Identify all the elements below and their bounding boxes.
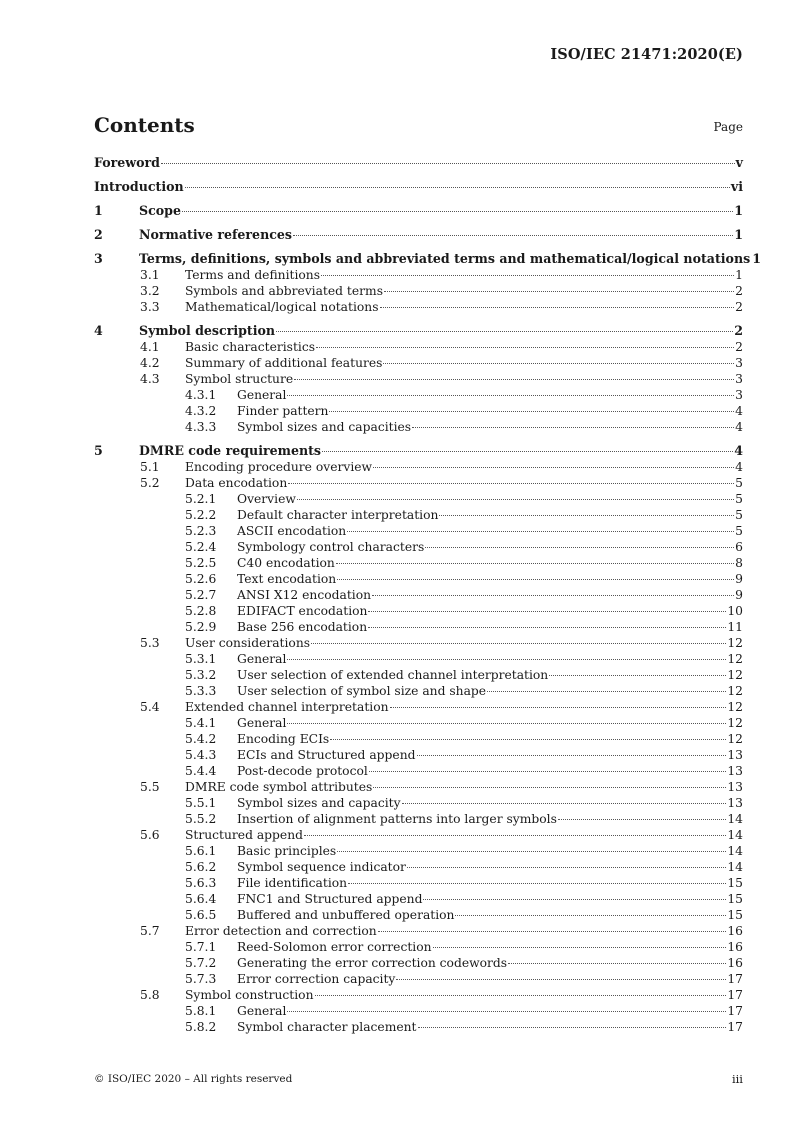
toc-entry[interactable] bbox=[94, 779, 743, 795]
toc-entry-title[interactable]: Structured append bbox=[185, 828, 303, 842]
toc-entry-number: 4.3.1 bbox=[185, 388, 217, 402]
toc-entry[interactable] bbox=[94, 523, 743, 539]
toc-entry-number: 1 bbox=[94, 203, 103, 218]
toc-entry[interactable] bbox=[94, 683, 743, 699]
toc-entry-page[interactable]: 17 bbox=[727, 972, 743, 986]
toc-entry-page[interactable]: 3 bbox=[735, 372, 743, 386]
toc-entry-title[interactable]: Generating the error correction codewords bbox=[237, 956, 508, 970]
toc-leader-dots bbox=[455, 915, 726, 916]
toc-entry[interactable] bbox=[94, 875, 743, 891]
toc-entry-title[interactable]: Insertion of alignment patterns into larger symbols bbox=[237, 812, 557, 826]
toc-entry[interactable] bbox=[94, 387, 743, 403]
toc-entry-page[interactable]: 1 bbox=[752, 251, 761, 266]
toc-entry-number: 5.2.1 bbox=[185, 492, 217, 506]
toc-entry[interactable] bbox=[94, 1003, 743, 1019]
toc-entry-page[interactable]: 1 bbox=[734, 203, 743, 218]
toc-entry[interactable] bbox=[94, 339, 743, 355]
toc-entry-title[interactable]: Basic characteristics bbox=[185, 340, 316, 354]
toc-leader-dots bbox=[182, 211, 733, 212]
toc-entry-page[interactable]: 17 bbox=[727, 988, 743, 1002]
toc-leader-dots bbox=[508, 963, 726, 964]
toc-entry-page[interactable]: 4 bbox=[735, 460, 743, 474]
toc-leader-dots bbox=[418, 1027, 727, 1028]
toc-entry-page[interactable]: 12 bbox=[727, 732, 743, 746]
toc-entry-title[interactable]: User selection of extended channel interpretation bbox=[237, 668, 549, 682]
page-column-label: Page bbox=[713, 120, 743, 134]
toc-entry-page[interactable]: 1 bbox=[735, 268, 743, 282]
toc-entry-page[interactable]: 12 bbox=[727, 668, 743, 682]
toc-entry-page[interactable]: 16 bbox=[727, 956, 743, 970]
toc-entry[interactable] bbox=[94, 891, 743, 907]
toc-entry-number: 3 bbox=[94, 251, 103, 266]
toc-leader-dots bbox=[347, 531, 734, 532]
toc-entry-page[interactable]: 3 bbox=[735, 388, 743, 402]
toc-entry[interactable] bbox=[94, 507, 743, 523]
toc-entry-title[interactable]: EDIFACT encodation bbox=[237, 604, 368, 618]
toc-entry-number: 5.2.8 bbox=[185, 604, 217, 618]
toc-entry-title[interactable]: Symbol sequence indicator bbox=[237, 860, 406, 874]
toc-entry-title[interactable]: Post-decode protocol bbox=[237, 764, 368, 778]
toc-entry[interactable] bbox=[94, 491, 743, 507]
toc-leader-dots bbox=[402, 803, 727, 804]
toc-entry-title[interactable]: General bbox=[237, 1004, 287, 1018]
toc-entry[interactable] bbox=[94, 267, 743, 283]
toc-entry-number: 5.7.2 bbox=[185, 956, 217, 970]
toc-entry-page[interactable]: 6 bbox=[735, 540, 743, 554]
toc-entry[interactable] bbox=[94, 827, 743, 843]
toc-entry-title[interactable]: Encoding procedure overview bbox=[185, 460, 373, 474]
toc-entry-title[interactable]: General bbox=[237, 652, 287, 666]
toc-leader-dots bbox=[384, 291, 734, 292]
toc-entry-number: 5.7.1 bbox=[185, 940, 217, 954]
toc-entry[interactable] bbox=[94, 355, 743, 371]
toc-entry-title[interactable]: Symbol construction bbox=[185, 988, 314, 1002]
toc-entry[interactable] bbox=[94, 971, 743, 987]
toc-entry-number: 5.6.4 bbox=[185, 892, 217, 906]
toc-leader-dots bbox=[549, 675, 726, 676]
toc-leader-dots bbox=[161, 163, 735, 164]
toc-leader-dots bbox=[287, 1011, 726, 1012]
toc-entry-page[interactable]: 12 bbox=[727, 684, 743, 698]
toc-entry-title[interactable]: General bbox=[237, 716, 287, 730]
toc-entry-title[interactable]: ECIs and Structured append bbox=[237, 748, 416, 762]
toc-leader-dots bbox=[423, 899, 726, 900]
toc-entry-title[interactable]: Foreword bbox=[94, 155, 160, 170]
toc-entry[interactable] bbox=[94, 843, 743, 859]
toc-leader-dots bbox=[368, 611, 726, 612]
page-title: Contents bbox=[94, 113, 195, 137]
toc-entry-page[interactable]: vi bbox=[730, 179, 743, 194]
toc-entry-number: 2 bbox=[94, 227, 103, 242]
toc-entry-title[interactable]: Terms and definitions bbox=[185, 268, 321, 282]
toc-leader-dots bbox=[373, 787, 726, 788]
toc-entry-number: 5.2.7 bbox=[185, 588, 217, 602]
toc-entry-number: 5.6.3 bbox=[185, 876, 217, 890]
toc-entry-page[interactable]: 11 bbox=[727, 620, 743, 634]
toc-entry-page[interactable]: 14 bbox=[727, 860, 743, 874]
toc-entry-number: 5.7.3 bbox=[185, 972, 217, 986]
toc-entry-page[interactable]: 13 bbox=[727, 780, 743, 794]
toc-leader-dots bbox=[315, 995, 727, 996]
toc-entry-title[interactable]: C40 encodation bbox=[237, 556, 335, 570]
toc-entry-page[interactable]: 1 bbox=[734, 227, 743, 242]
toc-leader-dots bbox=[425, 547, 734, 548]
toc-entry[interactable] bbox=[94, 571, 743, 587]
toc-entry-title[interactable]: Buffered and unbuffered operation bbox=[237, 908, 455, 922]
toc-entry-number: 4.3.3 bbox=[185, 420, 217, 434]
toc-entry-page[interactable]: v bbox=[735, 155, 743, 170]
toc-entry-number: 5.8.1 bbox=[185, 1004, 217, 1018]
toc-entry[interactable] bbox=[94, 227, 743, 243]
toc-entry[interactable] bbox=[94, 715, 743, 731]
toc-leader-dots bbox=[417, 755, 727, 756]
toc-entry-title[interactable]: Symbol description bbox=[139, 323, 276, 338]
toc-entry-number: 3.3 bbox=[140, 300, 160, 314]
toc-leader-dots bbox=[287, 659, 726, 660]
toc-entry-number: 5.2 bbox=[140, 476, 160, 490]
toc-entry[interactable] bbox=[94, 155, 743, 171]
toc-entry-page[interactable]: 5 bbox=[735, 508, 743, 522]
toc-leader-dots bbox=[337, 851, 726, 852]
toc-entry-page[interactable]: 13 bbox=[727, 748, 743, 762]
toc-entry[interactable] bbox=[94, 635, 743, 651]
toc-entry-page[interactable]: 9 bbox=[735, 588, 743, 602]
toc-entry[interactable] bbox=[94, 419, 743, 435]
toc-entry-page[interactable]: 3 bbox=[735, 356, 743, 370]
toc-entry-page[interactable]: 8 bbox=[735, 556, 743, 570]
toc-leader-dots bbox=[287, 395, 734, 396]
toc-entry-number: 5.6 bbox=[140, 828, 160, 842]
toc-entry-number: 5.6.1 bbox=[185, 844, 217, 858]
toc-entry-number: 5.8.2 bbox=[185, 1020, 217, 1034]
toc-leader-dots bbox=[348, 883, 726, 884]
toc-entry-title[interactable]: Default character interpretation bbox=[237, 508, 439, 522]
toc-leader-dots bbox=[336, 563, 734, 564]
toc-leader-dots bbox=[293, 235, 733, 236]
toc-entry-title[interactable]: Error correction capacity bbox=[237, 972, 396, 986]
toc-entry-page[interactable]: 2 bbox=[735, 284, 743, 298]
toc-entry-number: 4.1 bbox=[140, 340, 160, 354]
toc-entry-title[interactable]: Symbol sizes and capacities bbox=[237, 420, 412, 434]
toc-entry-number: 5.5 bbox=[140, 780, 160, 794]
toc-entry-page[interactable]: 2 bbox=[734, 323, 743, 338]
toc-entry-title[interactable]: ANSI X12 encodation bbox=[237, 588, 372, 602]
toc-entry-title[interactable]: Symbol structure bbox=[185, 372, 294, 386]
toc-leader-dots bbox=[329, 411, 734, 412]
toc-entry-title[interactable]: ASCII encodation bbox=[237, 524, 347, 538]
toc-entry-title[interactable]: Extended channel interpretation bbox=[185, 700, 389, 714]
toc-entry[interactable] bbox=[94, 1019, 743, 1035]
toc-entry-page[interactable]: 17 bbox=[727, 1004, 743, 1018]
toc-entry-number: 5.4.3 bbox=[185, 748, 217, 762]
toc-leader-dots bbox=[297, 499, 734, 500]
toc-entry-title[interactable]: Scope bbox=[139, 203, 181, 218]
toc-entry-page[interactable]: 15 bbox=[727, 892, 743, 906]
toc-leader-dots bbox=[373, 467, 734, 468]
toc-entry-title[interactable]: DMRE code symbol attributes bbox=[185, 780, 373, 794]
toc-entry-number: 5.3.2 bbox=[185, 668, 217, 682]
toc-leader-dots bbox=[372, 595, 734, 596]
toc-leader-dots bbox=[322, 451, 733, 452]
toc-leader-dots bbox=[330, 739, 726, 740]
toc-entry-title[interactable]: Introduction bbox=[94, 179, 184, 194]
toc-entry-page[interactable]: 12 bbox=[727, 652, 743, 666]
toc-entry-title[interactable]: Finder pattern bbox=[237, 404, 329, 418]
toc-entry-title[interactable]: File identification bbox=[237, 876, 348, 890]
toc-entry[interactable] bbox=[94, 587, 743, 603]
toc-entry[interactable] bbox=[94, 939, 743, 955]
toc-entry-number: 5.4.2 bbox=[185, 732, 217, 746]
toc-entry[interactable] bbox=[94, 651, 743, 667]
toc-leader-dots bbox=[321, 275, 734, 276]
footer-copyright: © ISO/IEC 2020 – All rights reserved bbox=[94, 1073, 293, 1085]
toc-entry-title[interactable]: Overview bbox=[237, 492, 296, 506]
toc-entry-page[interactable]: 2 bbox=[735, 340, 743, 354]
toc-leader-dots bbox=[369, 771, 727, 772]
toc-leader-dots bbox=[316, 347, 734, 348]
toc-entry-page[interactable]: 13 bbox=[727, 764, 743, 778]
toc-leader-dots bbox=[487, 691, 726, 692]
toc-entry-number: 5.4.1 bbox=[185, 716, 217, 730]
toc-entry-page[interactable]: 13 bbox=[727, 796, 743, 810]
toc-entry-number: 3.1 bbox=[140, 268, 160, 282]
toc-entry-number: 5.2.3 bbox=[185, 524, 217, 538]
toc-entry[interactable] bbox=[94, 475, 743, 491]
toc-entry-title[interactable]: Normative references bbox=[139, 227, 293, 242]
toc-entry-title[interactable]: Symbol character placement bbox=[237, 1020, 417, 1034]
toc-leader-dots bbox=[337, 579, 734, 580]
toc-entry[interactable] bbox=[94, 403, 743, 419]
toc-entry-title[interactable]: General bbox=[237, 388, 287, 402]
toc-entry[interactable] bbox=[94, 203, 743, 219]
toc-leader-dots bbox=[288, 483, 734, 484]
toc-leader-dots bbox=[368, 627, 726, 628]
toc-entry-number: 5.6.5 bbox=[185, 908, 217, 922]
toc-entry-title[interactable]: Summary of additional features bbox=[185, 356, 383, 370]
toc-entry[interactable] bbox=[94, 907, 743, 923]
toc-entry-number: 4 bbox=[94, 323, 103, 338]
toc-leader-dots bbox=[390, 707, 727, 708]
toc-entry-number: 5.6.2 bbox=[185, 860, 217, 874]
toc-entry-page[interactable]: 14 bbox=[727, 844, 743, 858]
toc-entry-title[interactable]: Reed-Solomon error correction bbox=[237, 940, 432, 954]
toc-entry[interactable] bbox=[94, 371, 743, 387]
toc-entry-page[interactable]: 16 bbox=[727, 924, 743, 938]
toc-entry-title[interactable]: Mathematical/logical notations bbox=[185, 300, 379, 314]
toc-entry-page[interactable]: 12 bbox=[727, 700, 743, 714]
toc-entry[interactable] bbox=[94, 443, 743, 459]
toc-entry-title[interactable]: Symbol sizes and capacity bbox=[237, 796, 401, 810]
toc-leader-dots bbox=[294, 379, 734, 380]
toc-entry[interactable] bbox=[94, 299, 743, 315]
toc-entry-number: 5.8 bbox=[140, 988, 160, 1002]
toc-entry-page[interactable]: 14 bbox=[727, 812, 743, 826]
toc-leader-dots bbox=[558, 819, 726, 820]
toc-entry-title[interactable]: Base 256 encodation bbox=[237, 620, 368, 634]
toc-entry-page[interactable]: 15 bbox=[727, 876, 743, 890]
toc-entry-title[interactable]: User considerations bbox=[185, 636, 311, 650]
toc-entry-number: 5.7 bbox=[140, 924, 160, 938]
toc-entry[interactable] bbox=[94, 811, 743, 827]
toc-leader-dots bbox=[412, 427, 734, 428]
toc-entry[interactable] bbox=[94, 251, 761, 267]
toc-entry-page[interactable]: 4 bbox=[734, 443, 743, 458]
toc-leader-dots bbox=[396, 979, 726, 980]
toc-entry-title[interactable]: Symbols and abbreviated terms bbox=[185, 284, 383, 298]
toc-entry-page[interactable]: 9 bbox=[735, 572, 743, 586]
toc-entry[interactable] bbox=[94, 603, 743, 619]
toc-entry-page[interactable]: 15 bbox=[727, 908, 743, 922]
toc-entry-title[interactable]: Terms, definitions, symbols and abbreviated terms and mathematical/logical notations bbox=[139, 251, 751, 266]
toc-leader-dots bbox=[185, 187, 730, 188]
toc-entry-page[interactable]: 5 bbox=[735, 524, 743, 538]
toc-entry[interactable] bbox=[94, 459, 743, 475]
toc-entry[interactable] bbox=[94, 747, 743, 763]
toc-entry-page[interactable]: 12 bbox=[727, 716, 743, 730]
toc-entry-number: 5.4.4 bbox=[185, 764, 217, 778]
toc-entry-page[interactable]: 10 bbox=[727, 604, 743, 618]
toc-entry-title[interactable]: Data encodation bbox=[185, 476, 288, 490]
toc-entry-number: 5.2.4 bbox=[185, 540, 217, 554]
toc-entry-title[interactable]: DMRE code requirements bbox=[139, 443, 322, 458]
toc-leader-dots bbox=[407, 867, 726, 868]
toc-entry-page[interactable]: 5 bbox=[735, 492, 743, 506]
toc-leader-dots bbox=[380, 307, 735, 308]
toc-leader-dots bbox=[311, 643, 726, 644]
toc-entry-number: 5.1 bbox=[140, 460, 160, 474]
toc-entry-number: 3.2 bbox=[140, 284, 160, 298]
toc-leader-dots bbox=[439, 515, 734, 516]
toc-entry-title[interactable]: Text encodation bbox=[237, 572, 337, 586]
toc-entry-number: 5.2.9 bbox=[185, 620, 217, 634]
table-of-contents bbox=[94, 155, 761, 1035]
toc-entry-number: 4.3.2 bbox=[185, 404, 217, 418]
toc-entry-title[interactable]: Encoding ECIs bbox=[237, 732, 330, 746]
toc-entry[interactable] bbox=[94, 619, 743, 635]
document-id: ISO/IEC 21471:2020(E) bbox=[550, 46, 743, 63]
toc-leader-dots bbox=[383, 363, 734, 364]
toc-entry-page[interactable]: 2 bbox=[735, 300, 743, 314]
toc-entry-title[interactable]: Basic principles bbox=[237, 844, 337, 858]
toc-leader-dots bbox=[378, 931, 727, 932]
toc-entry-title[interactable]: Symbology control characters bbox=[237, 540, 425, 554]
toc-entry-number: 5.3.3 bbox=[185, 684, 217, 698]
toc-entry-number: 5.3 bbox=[140, 636, 160, 650]
toc-entry-title[interactable]: User selection of symbol size and shape bbox=[237, 684, 487, 698]
toc-entry-page[interactable]: 16 bbox=[727, 940, 743, 954]
toc-leader-dots bbox=[276, 331, 733, 332]
toc-entry-title[interactable]: Error detection and correction bbox=[185, 924, 377, 938]
toc-entry-number: 5.5.2 bbox=[185, 812, 217, 826]
toc-entry[interactable] bbox=[94, 987, 743, 1003]
toc-entry-number: 5.2.5 bbox=[185, 556, 217, 570]
toc-entry-page[interactable]: 4 bbox=[735, 404, 743, 418]
toc-entry-number: 4.2 bbox=[140, 356, 160, 370]
toc-entry-page[interactable]: 17 bbox=[727, 1020, 743, 1034]
toc-entry[interactable] bbox=[94, 667, 743, 683]
toc-entry[interactable] bbox=[94, 555, 743, 571]
toc-entry[interactable] bbox=[94, 859, 743, 875]
toc-entry-number: 5 bbox=[94, 443, 103, 458]
toc-entry-number: 4.3 bbox=[140, 372, 160, 386]
toc-entry[interactable] bbox=[94, 795, 743, 811]
footer-page-number: iii bbox=[731, 1072, 743, 1086]
toc-entry[interactable] bbox=[94, 923, 743, 939]
toc-entry-number: 5.2.2 bbox=[185, 508, 217, 522]
toc-entry-number: 5.2.6 bbox=[185, 572, 217, 586]
toc-leader-dots bbox=[304, 835, 726, 836]
toc-entry[interactable] bbox=[94, 763, 743, 779]
toc-entry-page[interactable]: 14 bbox=[727, 828, 743, 842]
toc-entry[interactable] bbox=[94, 539, 743, 555]
toc-entry-title[interactable]: FNC1 and Structured append bbox=[237, 892, 423, 906]
toc-leader-dots bbox=[433, 947, 727, 948]
toc-entry[interactable] bbox=[94, 179, 743, 195]
toc-entry-page[interactable]: 5 bbox=[735, 476, 743, 490]
toc-entry[interactable] bbox=[94, 955, 743, 971]
toc-entry[interactable] bbox=[94, 323, 743, 339]
toc-entry[interactable] bbox=[94, 699, 743, 715]
toc-entry-number: 5.5.1 bbox=[185, 796, 217, 810]
toc-entry-page[interactable]: 12 bbox=[727, 636, 743, 650]
toc-leader-dots bbox=[287, 723, 726, 724]
toc-entry[interactable] bbox=[94, 283, 743, 299]
toc-entry-number: 5.4 bbox=[140, 700, 160, 714]
toc-entry-number: 5.3.1 bbox=[185, 652, 217, 666]
toc-entry-page[interactable]: 4 bbox=[735, 420, 743, 434]
toc-entry[interactable] bbox=[94, 731, 743, 747]
